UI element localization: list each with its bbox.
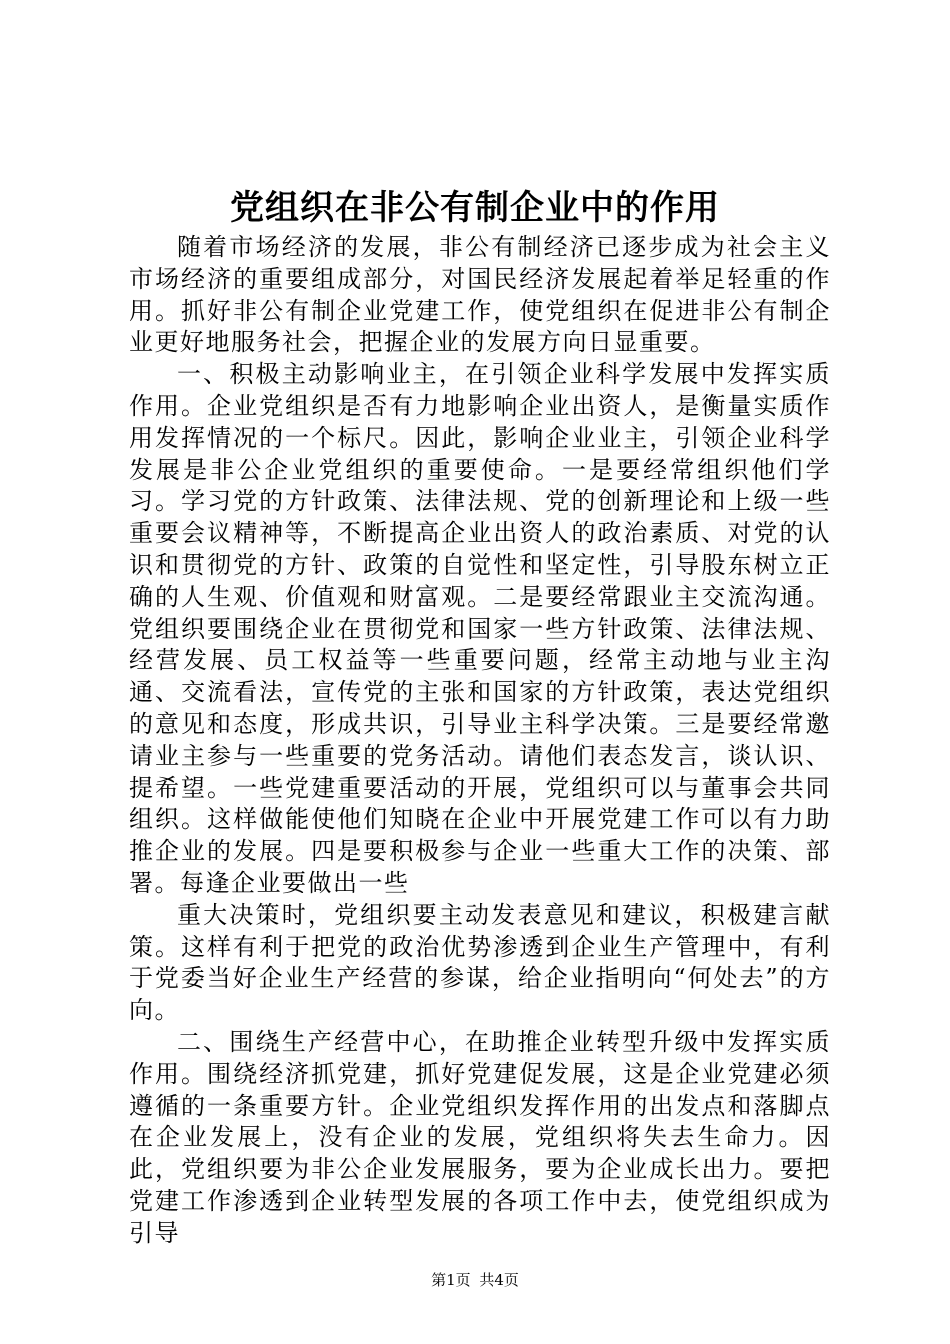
page-number: 第1页 <box>431 1271 471 1289</box>
document-title: 党组织在非公有制企业中的作用 <box>230 188 720 228</box>
paragraph-section-one-continued: 重大决策时，党组织要主动发表意见和建议，积极建言献策。这样有利于把党的政治优势渗透到企业生产管理中，有利于党委当好企业生产经营的参谋，给企业指明向“何处去”的方向。 <box>129 900 831 1025</box>
page-footer <box>0 1270 950 1290</box>
paragraph-section-one: 一、积极主动影响业主，在引领企业科学发展中发挥实质作用。企业党组织是否有力地影响企业出资人，是衡量实质作用发挥情况的一个标尺。因此，影响企业业主，引领企业科学发展是非公企业党组织的重要使命。一是要经常组织他们学习。学习党的方针政策、法律法规、党的创新理论和上级一些重要会议精神等，不断提高企业出资人的政治素质、对党的认识和贯彻党的方针、政策的自觉性和坚定性，引导股东树立正确的人生观、价值观和财富观。二是要经常跟业主交流沟通。党组织要围绕企业在贯彻党和国家一些方针政策、法律法规、经营发展、员工权益等一些重要问题，经常主动地与业主沟通、交流看法，宣传党的主张和国家的方针政策，表达党组织的意见和态度，形成共识，引导业主科学决策。三是要经常邀请业主参与一些重要的党务活动。请他们表态发言，谈认识、提希望。一些党建重要活动的开展，党组织可以与董事会共同组织。这样做能使他们知晓在企业中开展党建工作可以有力助推企业的发展。四是要积极参与企业一些重大工作的决策、部署。每逢企业要做出一些 <box>129 360 831 897</box>
paragraph-intro: 随着市场经济的发展，非公有制经济已逐步成为社会主义市场经济的重要组成部分，对国民经济发展起着举足轻重的作用。抓好非公有制企业党建工作，使党组织在促进非公有制企业更好地服务社会，把握企业的发展方向日显重要。 <box>129 233 831 357</box>
paragraph-section-two: 二、围绕生产经营中心，在助推企业转型升级中发挥实质作用。围绕经济抓党建，抓好党建促发展，这是企业党建必须遵循的一条重要方针。企业党组织发挥作用的出发点和落脚点在企业发展上，没有企业的发展，党组织将失去生命力。因此，党组织要为非公企业发展服务，要为企业成长出力。要把党建工作渗透到企业转型发展的各项工作中去，使党组织成为引导 <box>129 1027 831 1247</box>
page-total: 共4页 <box>479 1271 519 1289</box>
document-body <box>129 232 831 1250</box>
